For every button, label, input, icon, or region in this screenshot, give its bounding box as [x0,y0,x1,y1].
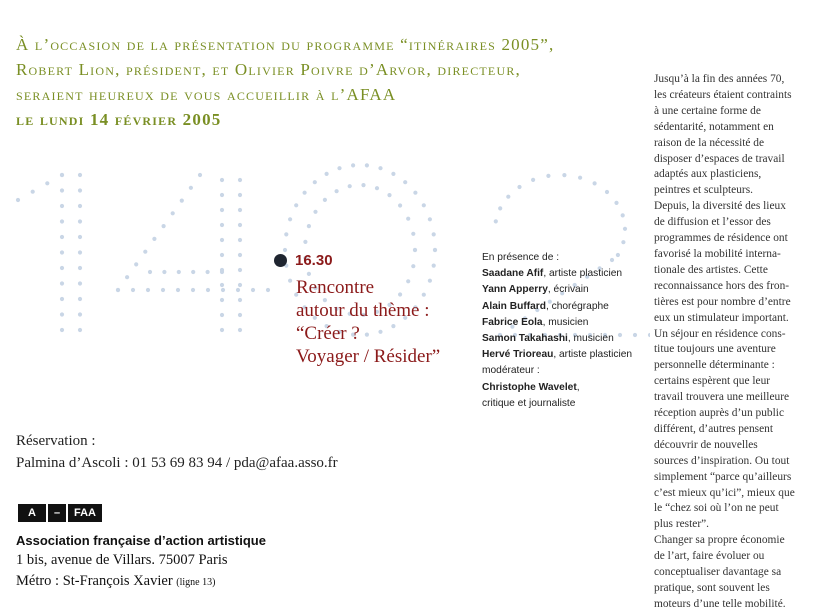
sidebar-line: pratique, sont souvent les [654,582,770,594]
logo-faa: FAA [68,504,102,522]
sidebar-line: programmes de résidence ont [654,232,788,245]
sidebar-line: à une certaine forme de [654,104,761,117]
guest-item: Yann Apperry, écrivain [482,284,589,296]
sidebar-text [654,72,804,613]
sidebar-line: le “chez soi où l’on ne peut [654,502,779,515]
guest-list [482,250,652,412]
guest-item: Hervé Trioreau, artiste plasticien [482,349,633,361]
sidebar-line: tières est pour nombre d’entre [654,295,791,308]
moderator-label: modérateur : [482,365,540,377]
reservation-contact: Palmina d’Ascoli : 01 53 69 83 94 / pda@afaa.asso.fr [16,455,338,471]
header-line-1: À l’occasion de la présentation du programme “itinéraires 2005”, [16,35,555,54]
sidebar-line: différent, d’autres pensent [654,422,774,435]
organization-block [16,532,266,593]
event-time-row [274,252,333,269]
event-line-4: Voyager / Résider” [296,346,441,367]
guest-item: Saadane Afif, artiste plasticien [482,268,623,280]
sidebar-line: Jusqu’à la fin des années 70, [654,73,785,85]
sidebar-line: les créateurs étaient contraints [654,88,792,101]
sidebar-line: personnelle déterminante : [654,359,775,372]
event-line-1: Rencontre [296,277,375,298]
header-line-3: seraient heureux de vous accueillir à l’AFAA [16,85,397,104]
sidebar-line: de l’art, faire évoluer ou [654,550,765,563]
sidebar-line: sources d’inspiration. Ou tout [654,454,790,467]
sidebar-line: c’est mieux qu’ici”, mieux que [654,486,795,499]
guest-item: Fabrice Eola, musicien [482,316,589,328]
sidebar-line: certains espèrent que leur [654,375,771,388]
sidebar-line: simplement “parce qu’ailleurs [654,470,792,483]
moderator-role: critique et journaliste [482,397,576,409]
sidebar-line: de diffusion et l’essor des [654,216,771,229]
sidebar-line: réception auprès d’un public [654,407,784,420]
sidebar-line: travail trouvera une meilleure [654,391,790,404]
logo-dash: – [48,504,66,522]
event-time: 16.30 [295,252,333,269]
sidebar-line: tionale des artistes. Cette [654,263,768,276]
reservation [16,430,338,474]
sidebar-line: sédentarité, notamment en [654,120,774,133]
organization-address: 1 bis, avenue de Villars. 75007 Paris [16,552,228,568]
sidebar-line: découvrir de nouvelles [654,438,758,451]
event-title [296,276,440,368]
sidebar-line: titue toujours une aventure [654,343,776,356]
sidebar-line: Depuis, la diversité des lieux [654,200,786,213]
sidebar-line: disposer d’espaces de travail [654,152,785,165]
sidebar-line: Un séjour en résidence cons- [654,327,786,340]
sidebar-line: reconnaissance hors des fron- [654,279,790,292]
logo-a: A [18,504,46,522]
afaa-logo [18,504,102,522]
sidebar-line: conceptualiser davantage sa [654,566,782,579]
reservation-label: Réservation : [16,433,96,449]
sidebar-line: plus rester”. [654,518,710,531]
guest-item: Alain Buffard, chorégraphe [482,300,609,312]
moderator-name: Christophe Wavelet, [482,381,580,393]
organization-metro: Métro : St-François Xavier (ligne 13) [16,573,216,589]
sidebar-line: favorisé la mobilité interna- [654,247,781,260]
guest-item: Samon Takahashi, musicien [482,333,614,345]
header-date: le lundi 14 février 2005 [16,110,222,129]
event-line-2: autour du thème : [296,300,430,321]
invitation-header [16,32,666,132]
organization-name: Association française d’action artistique [16,533,266,548]
bullet-icon [274,254,287,267]
header-line-2: Robert Lion, président, et Olivier Poivre d’Arvor, directeur, [16,60,521,79]
sidebar-line: eux un stimulateur important. [654,311,789,324]
sidebar-line: moteurs d’une telle mobilité. [654,597,786,610]
sidebar-line: adaptés aux plasticiens, [654,168,762,181]
sidebar-line: raison de la nécessité de [654,136,765,149]
sidebar-line: peintres et sculpteurs. [654,184,754,197]
sidebar-line: Changer sa propre économie [654,534,785,547]
event-line-3: “Créer ? [296,323,360,344]
guest-intro: En présence de : [482,252,560,263]
